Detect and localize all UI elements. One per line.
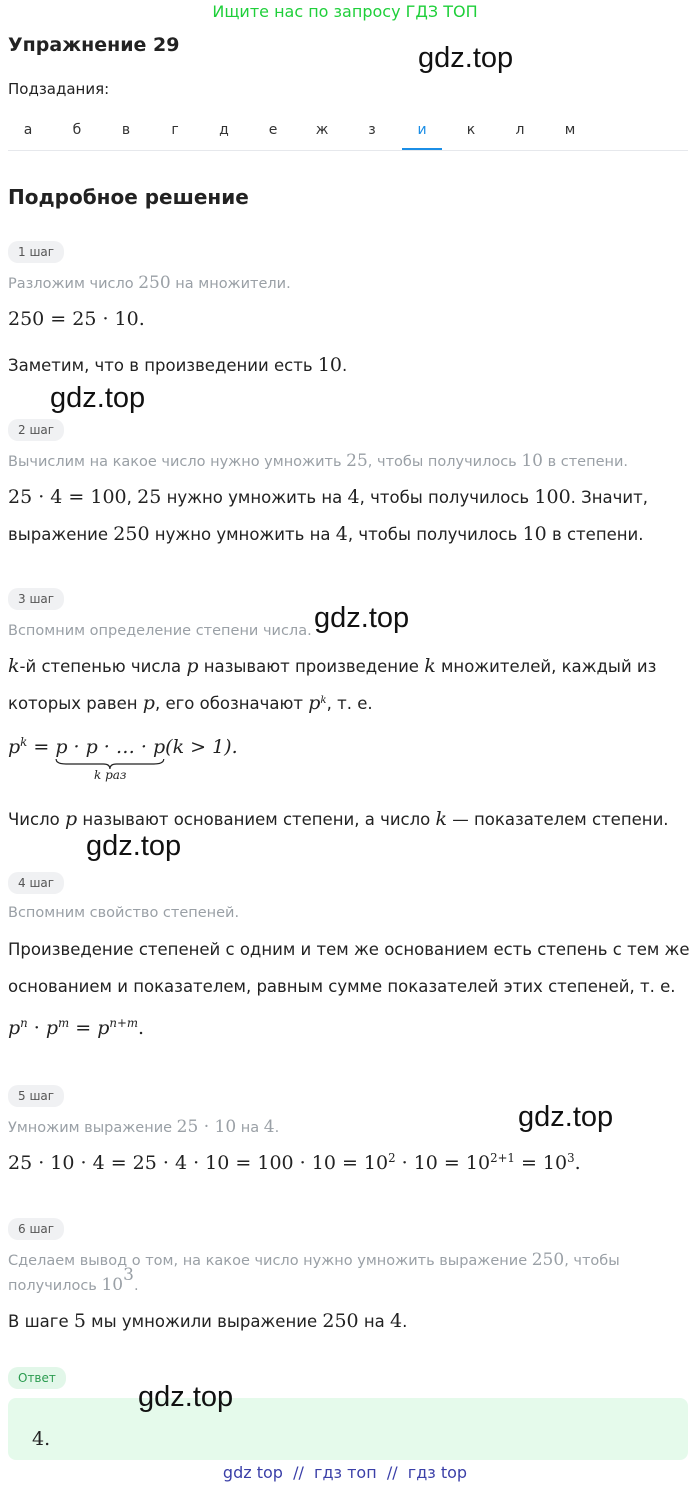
answer-box [8,1398,688,1460]
step-text: Произведение степеней с одним и тем же основанием есть степень с тем же [8,940,690,959]
tab-b[interactable]: б [72,122,82,138]
tab-zh[interactable]: ж [315,122,329,138]
tab-z[interactable]: з [368,122,376,138]
watermark: gdz.top [418,42,514,74]
exercise-title: Упражнение 29 [8,34,180,56]
answer-badge: Ответ [8,1367,66,1389]
tab-g[interactable]: г [171,122,179,138]
step-text: В шаге 5 мы умножили выражение 250 на 4. [8,1310,408,1332]
tab-k[interactable]: к [466,122,476,138]
step-hint: Разложим число 250 на множители. [8,273,291,293]
step-badge: 1 шаг [8,241,64,263]
step-text: k-й степенью числа p называют произведение k множителей, каждый из [8,655,657,677]
step-hint: Вспомним свойство степеней. [8,905,240,921]
step-badge: 3 шаг [8,588,64,610]
step-badge: 5 шаг [8,1085,64,1107]
formula: $p^n \cdot p^m = p^{n+m}$. [8,1015,145,1039]
step-text: выражение 250 нужно умножить на 4, чтобы получилось 10 в степени. [8,523,644,545]
step-hint: Сделаем вывод о том, на какое число нужно умножить выражение 250, чтобы [8,1250,620,1270]
footer-links[interactable]: gdz top // гдз топ // гдз top [222,1463,468,1482]
subtasks-label: Подзадания: [8,80,110,98]
watermark: gdz.top [50,382,146,414]
formula: 250 = 25 · 10. [8,308,145,330]
step-hint: получилось $10^3$. [8,1265,139,1296]
step-text: основанием и показателем, равным сумме показателей этих степеней, т. е. [8,977,676,996]
tab-e[interactable]: е [268,122,278,138]
tab-d[interactable]: д [219,122,229,138]
watermark: gdz.top [86,830,182,862]
tab-l[interactable]: л [515,122,525,138]
tab-v[interactable]: в [121,122,131,138]
answer-value: 4. [32,1428,51,1450]
watermark: gdz.top [518,1101,614,1133]
step-hint: Вычислим на какое число нужно умножить 25, чтобы получилось 10 в степени. [8,451,629,471]
step-hint: Умножим выражение 25 · 10 на 4. [8,1117,280,1137]
step-text: 25 · 4 = 100, 25 нужно умножить на 4, чтобы получилось 100. Значит, [8,486,648,508]
tab-i[interactable]: и [402,114,442,150]
formula: $p^k = p \cdot p$ · … · p k раз (k > 1). [8,734,238,782]
step-badge: 2 шаг [8,419,64,441]
brace-label: k раз [94,768,127,782]
step-hint: Вспомним определение степени числа. [8,623,312,639]
step-text: Заметим, что в произведении есть 10. [8,354,348,376]
step-text: которых равен p, его обозначают $p^k$, т. е. [8,692,373,714]
tab-m[interactable]: м [564,122,576,138]
subtask-tabs [8,114,688,151]
step-badge: 4 шаг [8,872,64,894]
formula: $25 \cdot 10 \cdot 4 = 25 \cdot 4 \cdot 10 = 100 \cdot 10 = 10^2 \cdot 10 = 10^{2+1} = 10^3$. [8,1150,581,1174]
promo-banner[interactable]: Ищите нас по запросу ГДЗ ТОП [212,2,478,21]
step-badge: 6 шаг [8,1218,64,1240]
watermark: gdz.top [314,602,410,634]
solution-heading: Подробное решение [8,185,249,209]
step-text: Число p называют основанием степени, а число k — показателем степени. [8,808,669,830]
tab-a[interactable]: а [23,122,33,138]
underbrace: p · p · … · p k раз [55,736,166,782]
watermark: gdz.top [138,1381,234,1413]
